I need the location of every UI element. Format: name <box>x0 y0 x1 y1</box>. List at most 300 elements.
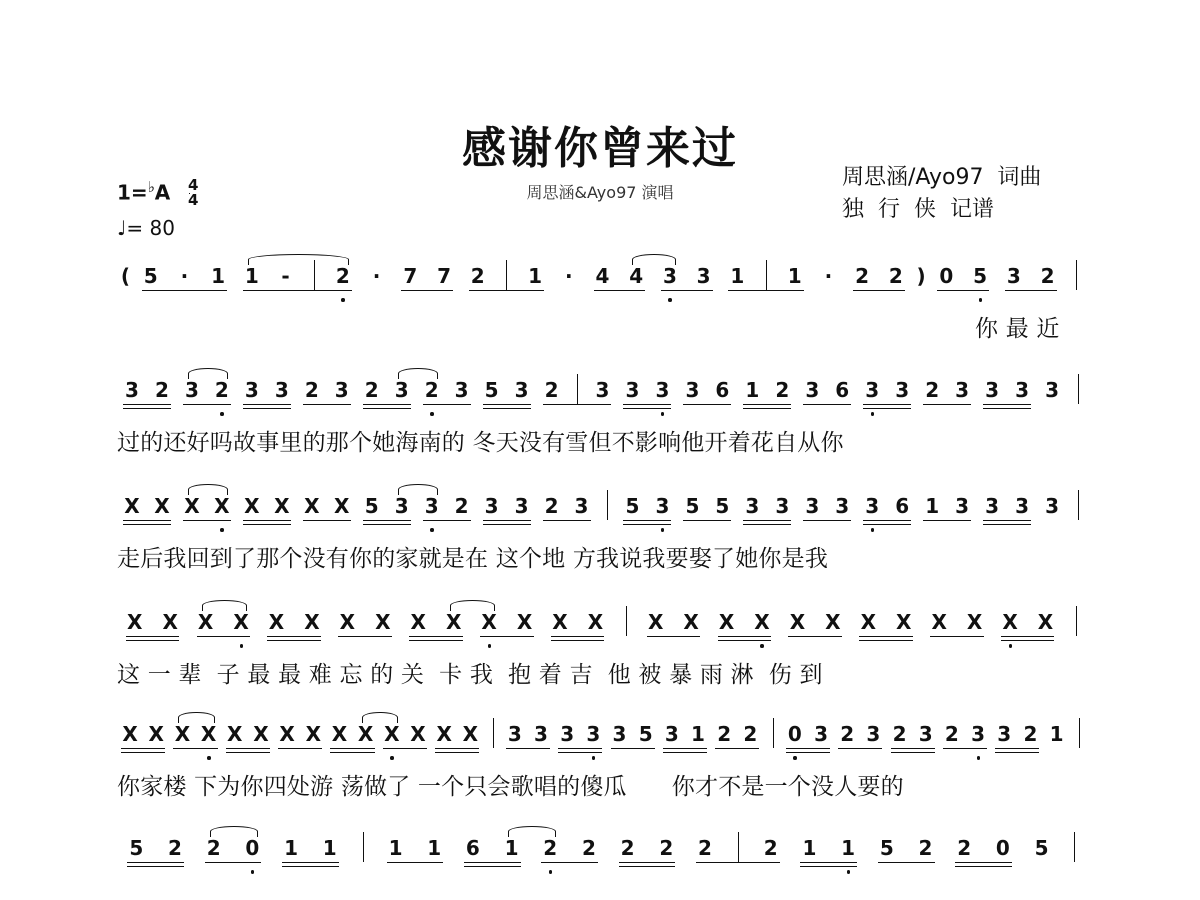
beam-line <box>183 404 231 405</box>
note: X <box>197 610 214 634</box>
beam-line <box>930 636 983 637</box>
beam-line <box>863 520 911 521</box>
note: 2 <box>304 378 319 402</box>
beam-line <box>859 640 912 641</box>
note: X <box>445 610 462 634</box>
beam-line <box>226 748 270 749</box>
note: 2 <box>698 836 712 860</box>
tempo-marking: ♩= 80 <box>117 216 175 240</box>
note: X <box>384 722 400 746</box>
note: - <box>281 264 290 288</box>
note: 2 <box>944 722 959 746</box>
note: 3 <box>745 494 760 518</box>
note: 3 <box>814 722 828 746</box>
note: X <box>966 610 983 634</box>
note: 5 <box>715 494 730 518</box>
note: · <box>372 264 381 288</box>
note: 1 <box>841 836 856 860</box>
beam-line <box>923 404 971 405</box>
key-signature: 1=♭A <box>117 178 171 205</box>
beam-line <box>243 290 352 291</box>
note: 2 <box>470 264 485 288</box>
note: 3 <box>1015 378 1030 402</box>
note: X <box>305 722 321 746</box>
octave-dot <box>220 412 224 416</box>
tie-slur <box>398 368 438 379</box>
note: 2 <box>957 836 972 860</box>
tie-slur <box>362 712 398 723</box>
note: X <box>410 722 426 746</box>
note: X <box>148 722 164 746</box>
octave-dot <box>847 870 851 874</box>
beam-line <box>853 290 905 291</box>
note: 2 <box>581 836 596 860</box>
barline <box>773 718 774 748</box>
beam-line <box>800 866 857 867</box>
note: 1 <box>284 836 299 860</box>
barline <box>626 606 627 636</box>
lyric-line: 你 最 近 <box>975 316 1060 342</box>
note: 3 <box>394 494 409 518</box>
note: X <box>162 610 178 634</box>
beam-line <box>409 636 462 637</box>
beam-line <box>205 862 262 863</box>
note: 3 <box>805 378 820 402</box>
beam-line <box>558 748 602 749</box>
note: 5 <box>364 494 379 518</box>
note: 5 <box>638 722 653 746</box>
beam-line <box>923 520 971 521</box>
note: 3 <box>560 722 575 746</box>
note: · <box>564 264 573 288</box>
beam-line <box>619 866 676 867</box>
note: 0 <box>939 264 954 288</box>
beam-line <box>282 862 339 863</box>
note: 2 <box>1023 722 1038 746</box>
beam-line <box>663 752 707 753</box>
tie-slur <box>188 368 228 379</box>
note: X <box>334 494 350 518</box>
bracket: ( <box>120 264 130 288</box>
note: 5 <box>879 836 894 860</box>
octave-dot <box>549 870 553 874</box>
octave-dot <box>977 756 981 760</box>
note: X <box>304 610 320 634</box>
beam-line <box>983 520 1031 521</box>
note: X <box>244 494 260 518</box>
note: X <box>410 610 426 634</box>
tie-slur <box>188 484 228 495</box>
beam-line <box>303 404 351 405</box>
flat-icon: ♭ <box>147 178 155 196</box>
note: X <box>860 610 876 634</box>
octave-dot <box>430 412 434 416</box>
beam-line <box>243 524 291 525</box>
note: X <box>647 610 664 634</box>
note: 3 <box>244 378 259 402</box>
beam-line <box>123 408 171 409</box>
note: 3 <box>507 722 522 746</box>
octave-dot <box>251 870 255 874</box>
note: X <box>331 722 348 746</box>
beam-line <box>803 404 851 405</box>
lyric-line: 这 一 辈 子 最 最 难 忘 的 关 卡 我 抱 着 吉 他 被 暴 雨 淋 伤 到 <box>117 662 823 688</box>
performer-line: 周思涵&Ayo97 演唱 <box>526 183 674 202</box>
barline <box>1079 718 1080 748</box>
note: 3 <box>835 494 850 518</box>
beam-line <box>743 408 791 409</box>
beam-line <box>480 636 533 637</box>
note: 2 <box>364 378 379 402</box>
note: X <box>825 610 841 634</box>
note: 3 <box>865 378 880 402</box>
note: X <box>789 610 806 634</box>
note: X <box>896 610 912 634</box>
note: 2 <box>620 836 635 860</box>
beam-line <box>121 752 165 753</box>
beam-line <box>683 404 731 405</box>
note: 6 <box>895 494 910 518</box>
note: 2 <box>1040 264 1055 288</box>
note: X <box>516 610 533 634</box>
note: 3 <box>484 494 499 518</box>
note: X <box>339 610 356 634</box>
tie-slur <box>450 600 495 611</box>
beam-line <box>483 408 531 409</box>
beam-line <box>267 640 320 641</box>
note: 3 <box>1045 494 1059 518</box>
beam-line <box>464 866 521 867</box>
beam-line <box>619 862 676 863</box>
note: X <box>357 722 374 746</box>
beam-line <box>464 862 521 863</box>
note: 3 <box>625 378 640 402</box>
note: 3 <box>574 494 589 518</box>
note: X <box>1002 610 1018 634</box>
beam-line <box>863 404 911 405</box>
beam-line <box>683 520 731 521</box>
beam-line <box>401 290 453 291</box>
note: 5 <box>143 264 158 288</box>
beam-line <box>663 748 707 749</box>
beam-line <box>435 752 479 753</box>
beam-line <box>551 636 604 637</box>
beam-line <box>647 636 700 637</box>
tie-slur <box>178 712 214 723</box>
octave-dot <box>341 298 345 302</box>
beam-line <box>483 524 531 525</box>
octave-dot <box>390 756 394 760</box>
beam-line <box>955 866 1012 867</box>
note: 7 <box>437 264 451 288</box>
note: 2 <box>743 722 758 746</box>
barline <box>1078 490 1079 520</box>
note: 2 <box>855 264 870 288</box>
beam-line <box>743 524 791 525</box>
note: 1 <box>244 264 259 288</box>
note: 1 <box>1049 722 1064 746</box>
note: X <box>124 494 140 518</box>
beam-line <box>483 520 531 521</box>
note: X <box>200 722 217 746</box>
song-title: 感谢你曾来过 <box>462 123 738 174</box>
note: X <box>587 610 604 634</box>
note: 3 <box>955 378 970 402</box>
note: 3 <box>595 378 610 402</box>
note: X <box>174 722 191 746</box>
note: X <box>436 722 452 746</box>
score-line <box>0 604 1200 688</box>
barline <box>363 832 364 862</box>
score-line <box>0 716 1200 800</box>
note: 2 <box>544 378 559 402</box>
note: 3 <box>775 494 790 518</box>
beam-line <box>142 290 227 291</box>
transcriber-credit: 独 行 侠 记谱 <box>842 197 994 222</box>
score-line <box>0 372 1200 456</box>
octave-dot <box>793 756 797 760</box>
beam-line <box>183 520 231 521</box>
beam-line <box>800 862 857 863</box>
beam-line <box>863 524 911 525</box>
note: X <box>253 722 269 746</box>
beam-line <box>303 520 351 521</box>
note: 3 <box>955 494 970 518</box>
note: 3 <box>664 722 679 746</box>
beam-line <box>623 404 671 405</box>
note: 2 <box>925 378 940 402</box>
beam-line <box>743 520 791 521</box>
note: 3 <box>985 378 1000 402</box>
note: 3 <box>1045 378 1059 402</box>
note: 0 <box>245 836 260 860</box>
beam-line <box>330 748 374 749</box>
note: 5 <box>484 378 499 402</box>
note: 3 <box>805 494 820 518</box>
barline <box>766 260 767 290</box>
beam-line <box>127 866 184 867</box>
barline <box>577 374 578 404</box>
octave-dot <box>430 528 434 532</box>
note: X <box>274 494 290 518</box>
note: 5 <box>1034 836 1049 860</box>
beam-line <box>983 404 1031 405</box>
beam-line <box>541 862 598 863</box>
note: 3 <box>662 264 677 288</box>
beam-line <box>661 290 713 291</box>
note: 3 <box>1006 264 1021 288</box>
tie-slur <box>202 600 247 611</box>
note: 1 <box>745 378 760 402</box>
barline <box>493 718 494 748</box>
note: 3 <box>514 494 529 518</box>
lyric-line: 过的还好吗故事里的那个她海南的 冬天没有雪但不影响他开着花自从你 <box>117 430 844 456</box>
note: 3 <box>655 494 670 518</box>
octave-dot <box>220 528 224 532</box>
note: X <box>1037 610 1054 634</box>
note: 1 <box>691 722 705 746</box>
time-signature: 4 4 <box>188 176 199 209</box>
note: 0 <box>787 722 802 746</box>
beam-line <box>743 404 791 405</box>
beam-line <box>551 640 604 641</box>
note: · <box>180 264 189 288</box>
beam-line <box>126 640 179 641</box>
credits <box>842 162 1041 226</box>
beam-line <box>838 748 882 749</box>
lyric-line: 走后我回到了那个没有你的家就是在 这个地 方我说我要娶了她你是我 <box>117 546 829 572</box>
note: X <box>227 722 243 746</box>
beam-line <box>623 520 671 521</box>
beam-line <box>937 290 989 291</box>
note: X <box>304 494 320 518</box>
note: 2 <box>659 836 674 860</box>
beam-line <box>330 752 374 753</box>
beam-line <box>226 752 270 753</box>
beam-line <box>387 862 444 863</box>
note: 3 <box>865 494 880 518</box>
tie-slur <box>508 826 557 837</box>
composer-credit: 周思涵/Ayo97 词曲 <box>842 165 1042 190</box>
beam-line <box>123 520 171 521</box>
beam-line <box>558 752 602 753</box>
beam-line <box>543 520 591 521</box>
note: 2 <box>763 836 778 860</box>
beam-line <box>623 408 671 409</box>
note: 2 <box>918 836 933 860</box>
note: 3 <box>394 378 409 402</box>
note: 5 <box>973 264 988 288</box>
score-line <box>0 830 1200 900</box>
barline <box>1078 374 1079 404</box>
beam-line <box>891 752 935 753</box>
note: 2 <box>544 494 559 518</box>
note: 3 <box>454 378 469 402</box>
note: 3 <box>334 378 349 402</box>
beam-line <box>506 748 550 749</box>
note: 3 <box>971 722 986 746</box>
beam-line <box>891 748 935 749</box>
note: 3 <box>1015 494 1030 518</box>
octave-dot <box>207 756 211 760</box>
note: 3 <box>866 722 881 746</box>
tie-slur <box>632 254 676 265</box>
beam-line <box>173 748 217 749</box>
note: 5 <box>129 836 144 860</box>
note: 3 <box>685 378 700 402</box>
note: 2 <box>424 378 439 402</box>
beam-line <box>338 636 391 637</box>
note: X <box>754 610 770 634</box>
beam-line <box>363 404 411 405</box>
note: 3 <box>534 722 548 746</box>
beam-line <box>1001 636 1054 637</box>
barline <box>738 832 739 862</box>
note: 3 <box>514 378 529 402</box>
note: 2 <box>168 836 182 860</box>
note: 2 <box>214 378 229 402</box>
beam-line <box>728 290 803 291</box>
lyric-line: 你家楼 下为你四处游 荡做了 一个只会歌唱的傻瓜 你才不是一个没人要的 <box>117 774 904 800</box>
note: X <box>233 610 249 634</box>
beam-line <box>121 748 165 749</box>
note: X <box>552 610 568 634</box>
score-line <box>0 488 1200 572</box>
octave-dot <box>240 644 244 648</box>
note: 5 <box>685 494 700 518</box>
note: 2 <box>888 264 903 288</box>
note: 1 <box>427 836 442 860</box>
beam-line <box>197 636 250 637</box>
beam-line <box>718 640 771 641</box>
barline <box>607 490 608 520</box>
note: 1 <box>730 264 745 288</box>
note: 3 <box>184 378 199 402</box>
note: X <box>122 722 138 746</box>
beam-line <box>995 748 1039 749</box>
note: 3 <box>895 378 910 402</box>
beam-line <box>786 748 830 749</box>
note: 1 <box>211 264 226 288</box>
note: 3 <box>918 722 933 746</box>
note: 1 <box>528 264 543 288</box>
note: 1 <box>504 836 519 860</box>
note: 1 <box>388 836 403 860</box>
octave-dot <box>661 412 665 416</box>
barline <box>1076 606 1077 636</box>
beam-line <box>718 636 771 637</box>
octave-dot <box>760 644 764 648</box>
note: X <box>481 610 497 634</box>
score-line <box>0 258 1200 342</box>
beam-line <box>409 640 462 641</box>
note: 3 <box>586 722 601 746</box>
note: 3 <box>274 378 289 402</box>
note: X <box>184 494 200 518</box>
beam-line <box>127 862 184 863</box>
bracket: ) <box>916 264 926 288</box>
note: 7 <box>403 264 418 288</box>
octave-dot <box>661 528 665 532</box>
note: X <box>154 494 170 518</box>
beam-line <box>243 520 291 521</box>
note: X <box>683 610 699 634</box>
note: 3 <box>125 378 139 402</box>
note: X <box>931 610 947 634</box>
note: X <box>375 610 391 634</box>
beam-line <box>1001 640 1054 641</box>
beam-line <box>863 408 911 409</box>
note: 3 <box>696 264 711 288</box>
barline <box>1074 832 1075 862</box>
beam-line <box>243 404 291 405</box>
note: 3 <box>612 722 627 746</box>
note: 3 <box>655 378 670 402</box>
beam-line <box>803 520 851 521</box>
note: 3 <box>997 722 1012 746</box>
note: 1 <box>925 494 940 518</box>
note: 2 <box>154 378 169 402</box>
note: 6 <box>715 378 730 402</box>
beam-line <box>243 408 291 409</box>
note: · <box>824 264 833 288</box>
beam-line <box>594 290 646 291</box>
beam-line <box>878 862 935 863</box>
note: 6 <box>465 836 480 860</box>
note: X <box>279 722 295 746</box>
beam-line <box>123 404 171 405</box>
tie-slur <box>210 826 259 837</box>
